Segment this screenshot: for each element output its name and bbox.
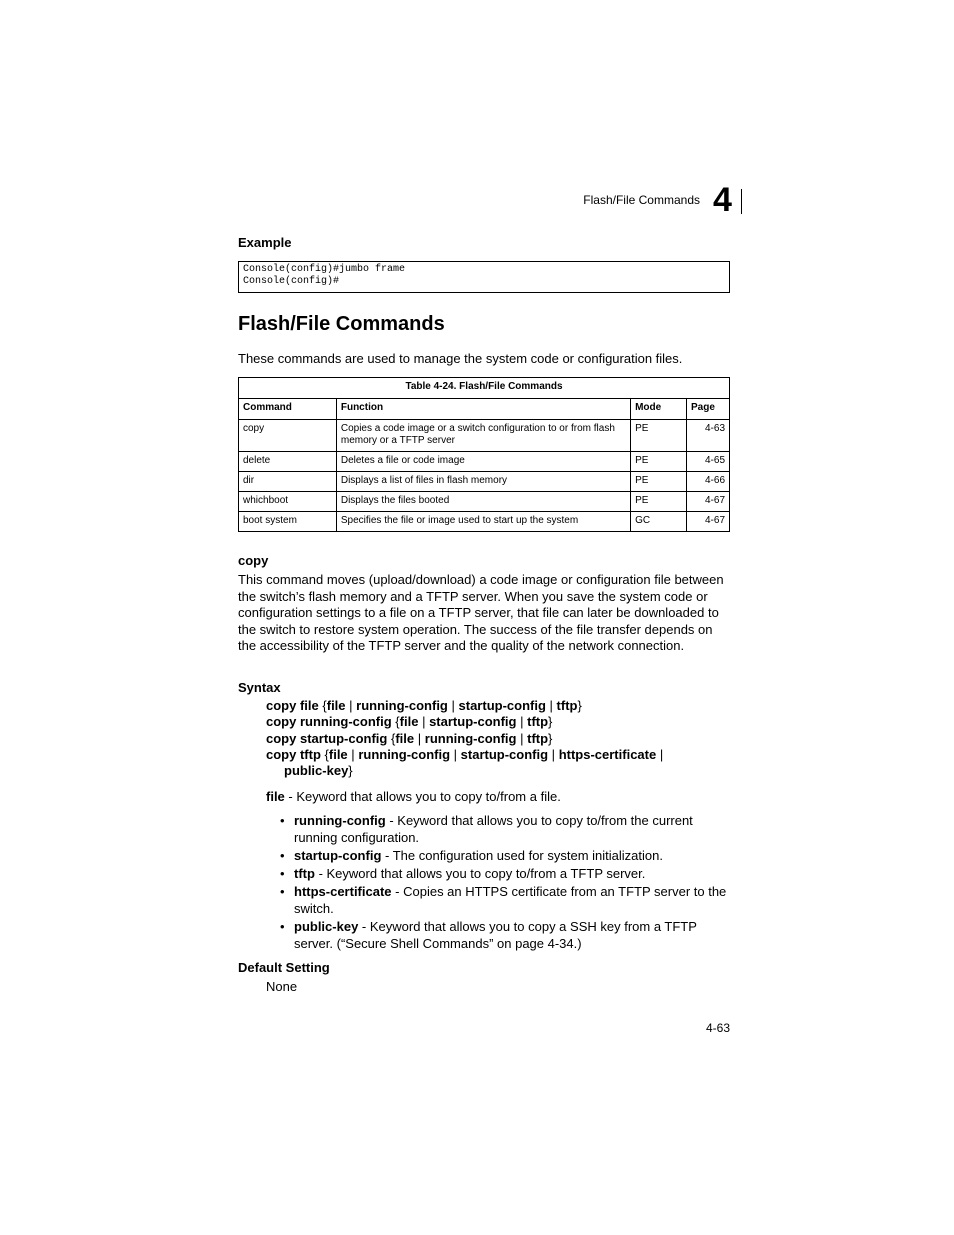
example-heading: Example <box>238 235 292 250</box>
list-item: • startup-config - The configuration used for system initialization. <box>280 848 663 863</box>
chapter-divider <box>741 189 742 214</box>
cell-command: copy <box>239 420 337 452</box>
cell-page: 4-67 <box>687 492 730 512</box>
cell-command: whichboot <box>239 492 337 512</box>
syntax-line: copy tftp {file | running-config | startup-config | https-certificate | <box>266 746 664 762</box>
cell-mode: PE <box>631 492 687 512</box>
cell-function: Copies a code image or a switch configuration to or from flash memory or a TFTP server <box>336 420 630 452</box>
code-line: Console(config)# <box>243 276 340 287</box>
cell-function: Displays the files booted <box>336 492 630 512</box>
list-item: • running-config - Keyword that allows you to copy to/from the current running configuration. <box>280 813 693 845</box>
cell-function: Deletes a file or code image <box>336 452 630 472</box>
cell-mode: PE <box>631 472 687 492</box>
file-keyword-desc: file - Keyword that allows you to copy to/from a file. <box>266 789 561 804</box>
table-row <box>239 420 730 452</box>
cell-page: 4-66 <box>687 472 730 492</box>
syntax-block <box>266 698 736 779</box>
commands-table <box>238 377 730 532</box>
table-caption: Table 4-24. Flash/File Commands <box>239 378 730 399</box>
chapter-number: 4 <box>713 181 732 219</box>
cell-mode: PE <box>631 420 687 452</box>
default-setting-value: None <box>266 979 298 994</box>
cell-page: 4-67 <box>687 512 730 532</box>
table-row <box>239 512 730 532</box>
default-setting-heading: Default Setting <box>238 960 330 975</box>
copy-heading: copy <box>238 553 269 568</box>
page-number: 4-63 <box>705 1021 730 1035</box>
code-line: Console(config)#jumbo frame <box>243 264 406 275</box>
col-header-mode: Mode <box>631 399 687 420</box>
cell-function: Displays a list of files in flash memory <box>336 472 630 492</box>
syntax-heading: Syntax <box>238 680 281 695</box>
col-header-command: Command <box>239 399 337 420</box>
running-header-title: Flash/File Commands <box>583 193 700 207</box>
section-intro: These commands are used to manage the system code or configuration files. <box>238 351 683 366</box>
col-header-page: Page <box>687 399 730 420</box>
cell-command: boot system <box>239 512 337 532</box>
list-item: • tftp - Keyword that allows you to copy to/from a TFTP server. <box>280 866 646 881</box>
syntax-line: public-key} <box>284 763 353 779</box>
col-header-function: Function <box>336 399 630 420</box>
syntax-line: copy running-config {file | startup-config | tftp} <box>266 714 553 730</box>
syntax-line: copy file {file | running-config | startup-config | tftp} <box>266 698 582 713</box>
copy-description: This command moves (upload/download) a code image or configuration file between the switch’s flash memory and a TFTP server. When you save the system code or configuration settings to a file on a TFTP server, that file can later be downloaded to the switch to restore system operation. The success of the file transfer depends on the accessibility of the TFTP server and the quality of the network connection. <box>238 572 724 653</box>
syntax-line: copy startup-config {file | running-config | tftp} <box>266 730 553 746</box>
example-code-box <box>238 261 730 293</box>
cell-command: dir <box>239 472 337 492</box>
cell-mode: GC <box>631 512 687 532</box>
cell-page: 4-63 <box>687 420 730 452</box>
table-row <box>239 492 730 512</box>
cell-mode: PE <box>631 452 687 472</box>
table-header-row <box>239 399 730 420</box>
section-title: Flash/File Commands <box>238 313 445 335</box>
cell-command: delete <box>239 452 337 472</box>
cell-function: Specifies the file or image used to start up the system <box>336 512 630 532</box>
table-row <box>239 472 730 492</box>
list-item: • public-key - Keyword that allows you to copy a SSH key from a TFTP server. (“Secure Shell Commands” on page 4-34.) <box>280 919 697 951</box>
cell-page: 4-65 <box>687 452 730 472</box>
table-row <box>239 452 730 472</box>
list-item: • https-certificate - Copies an HTTPS certificate from an TFTP server to the switch. <box>280 884 727 916</box>
keyword-list <box>266 812 732 953</box>
